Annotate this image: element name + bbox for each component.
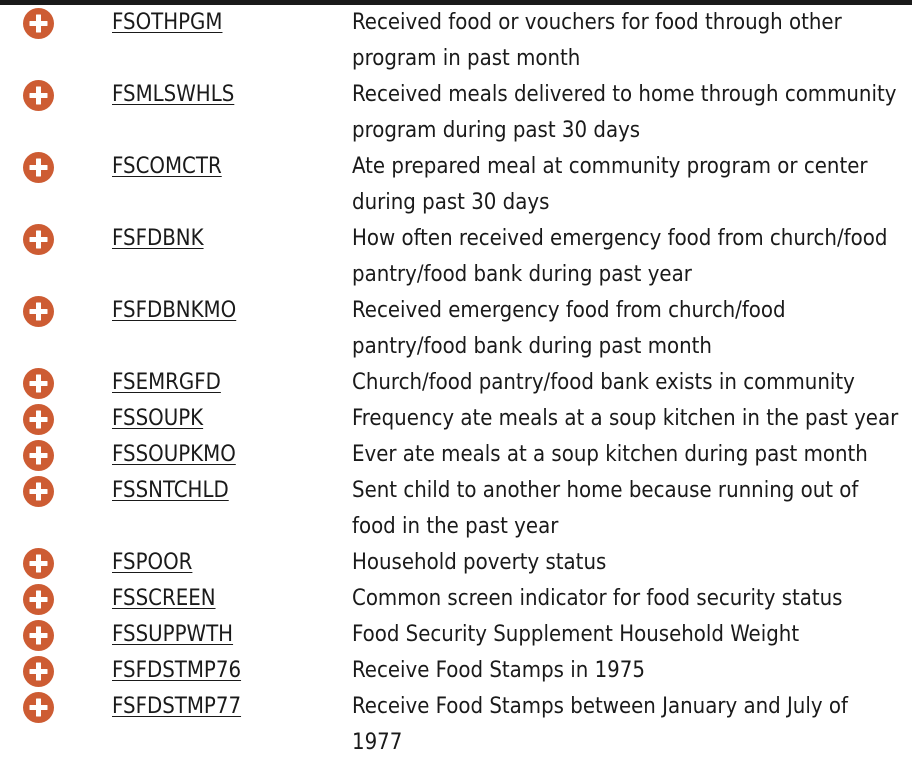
plus-circle-icon[interactable] xyxy=(23,476,54,507)
variable-name-cell xyxy=(112,149,352,221)
table-row xyxy=(0,401,912,437)
variable-description-cell xyxy=(352,149,912,221)
variable-description-cell xyxy=(352,581,912,617)
plus-circle-icon[interactable] xyxy=(23,692,54,723)
expand-cell xyxy=(0,149,112,221)
variable-description: How often received emergency food from church/food pantry/food bank during past year xyxy=(352,226,888,287)
variable-description: Receive Food Stamps between January and July of 1977 xyxy=(352,694,848,755)
variable-description: Food Security Supplement Household Weight xyxy=(352,622,800,647)
variable-name-cell xyxy=(112,293,352,365)
expand-cell xyxy=(0,581,112,617)
table-row xyxy=(0,653,912,689)
variable-name-cell xyxy=(112,437,352,473)
variable-description-cell xyxy=(352,437,912,473)
variable-name-cell xyxy=(112,401,352,437)
plus-circle-icon[interactable] xyxy=(23,368,54,399)
table-row xyxy=(0,149,912,221)
expand-cell xyxy=(0,437,112,473)
variable-description: Received meals delivered to home through community program during past 30 days xyxy=(352,82,897,143)
variable-name-cell xyxy=(112,689,352,761)
table-row xyxy=(0,437,912,473)
table-row xyxy=(0,221,912,293)
variable-description-cell xyxy=(352,401,912,437)
variable-description-cell xyxy=(352,5,912,77)
plus-circle-icon[interactable] xyxy=(23,8,54,39)
variable-name-cell xyxy=(112,617,352,653)
variable-description: Ate prepared meal at community program or center during past 30 days xyxy=(352,154,868,215)
variable-name-link[interactable]: FSSOUPK xyxy=(112,406,204,431)
variable-description: Sent child to another home because running out of food in the past year xyxy=(352,478,859,539)
expand-cell xyxy=(0,689,112,761)
variable-description-cell xyxy=(352,689,912,761)
expand-cell xyxy=(0,293,112,365)
plus-circle-icon[interactable] xyxy=(23,656,54,687)
variable-name-cell xyxy=(112,545,352,581)
expand-cell xyxy=(0,401,112,437)
variable-name-cell xyxy=(112,473,352,545)
variable-description: Receive Food Stamps in 1975 xyxy=(352,658,645,683)
table-row xyxy=(0,293,912,365)
variable-description-cell xyxy=(352,365,912,401)
variable-name-link[interactable]: FSSCREEN xyxy=(112,586,216,611)
variable-description-cell xyxy=(352,473,912,545)
variable-description: Household poverty status xyxy=(352,550,607,575)
table-row xyxy=(0,689,912,761)
variable-description: Ever ate meals at a soup kitchen during past month xyxy=(352,442,868,467)
variable-name-cell xyxy=(112,653,352,689)
variable-name-link[interactable]: FSPOOR xyxy=(112,550,193,575)
variable-name-link[interactable]: FSSOUPKMO xyxy=(112,442,236,467)
expand-cell xyxy=(0,77,112,149)
variable-description-cell xyxy=(352,545,912,581)
variable-name-cell xyxy=(112,77,352,149)
variable-name-cell xyxy=(112,581,352,617)
variable-description-cell xyxy=(352,77,912,149)
plus-circle-icon[interactable] xyxy=(23,404,54,435)
variable-name-link[interactable]: FSOTHPGM xyxy=(112,10,223,35)
variable-name-link[interactable]: FSFDSTMP76 xyxy=(112,658,242,683)
expand-cell xyxy=(0,221,112,293)
table-row xyxy=(0,545,912,581)
variable-description: Frequency ate meals at a soup kitchen in the past year xyxy=(352,406,899,431)
variable-description-cell xyxy=(352,221,912,293)
expand-cell xyxy=(0,473,112,545)
variable-name-link[interactable]: FSCOMCTR xyxy=(112,154,222,179)
variable-description: Received food or vouchers for food through other program in past month xyxy=(352,10,842,71)
variable-description: Church/food pantry/food bank exists in community xyxy=(352,370,855,395)
variable-table xyxy=(0,5,912,761)
variable-name-link[interactable]: FSFDBNKMO xyxy=(112,298,237,323)
table-row xyxy=(0,581,912,617)
table-row xyxy=(0,617,912,653)
plus-circle-icon[interactable] xyxy=(23,548,54,579)
expand-cell xyxy=(0,365,112,401)
variable-name-link[interactable]: FSFDBNK xyxy=(112,226,204,251)
expand-cell xyxy=(0,653,112,689)
plus-circle-icon[interactable] xyxy=(23,224,54,255)
variable-description-cell xyxy=(352,293,912,365)
variable-description-cell xyxy=(352,617,912,653)
variable-description-cell xyxy=(352,653,912,689)
table-row xyxy=(0,77,912,149)
expand-cell xyxy=(0,5,112,77)
plus-circle-icon[interactable] xyxy=(23,152,54,183)
variable-name-link[interactable]: FSSUPPWTH xyxy=(112,622,234,647)
expand-cell xyxy=(0,617,112,653)
plus-circle-icon[interactable] xyxy=(23,296,54,327)
variable-name-cell xyxy=(112,221,352,293)
variable-name-link[interactable]: FSFDSTMP77 xyxy=(112,694,242,719)
variable-name-link[interactable]: FSSNTCHLD xyxy=(112,478,229,503)
table-row xyxy=(0,473,912,545)
expand-cell xyxy=(0,545,112,581)
variable-description: Received emergency food from church/food pantry/food bank during past month xyxy=(352,298,786,359)
variable-name-link[interactable]: FSEMRGFD xyxy=(112,370,221,395)
variable-name-cell xyxy=(112,5,352,77)
variable-table-body xyxy=(0,5,912,761)
plus-circle-icon[interactable] xyxy=(23,584,54,615)
table-row xyxy=(0,5,912,77)
table-row xyxy=(0,365,912,401)
variable-name-link[interactable]: FSMLSWHLS xyxy=(112,82,235,107)
variable-name-cell xyxy=(112,365,352,401)
plus-circle-icon[interactable] xyxy=(23,80,54,111)
plus-circle-icon[interactable] xyxy=(23,620,54,651)
variable-description: Common screen indicator for food security status xyxy=(352,586,843,611)
plus-circle-icon[interactable] xyxy=(23,440,54,471)
